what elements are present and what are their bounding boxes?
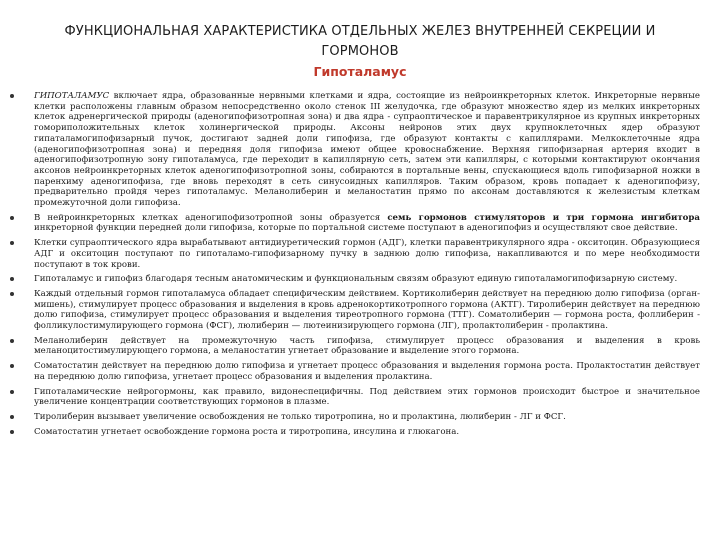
bullet-icon [10,430,14,434]
term-hypothalamus: ГИПОТАЛАМУС [34,91,110,101]
item-text: включает ядра, образованные нервными клетками и ядра, состоящие из нейроинкреторных клеток. Инкреторные нервные клетки расположены главным образом непосредственно около стенок III желудочка, где образуют множество ядер из мелких инкреторных клеток адренергической природы (аденогипофизотропная зона) и два ядра - супраоптическое и паравентрикулярное из крупных инкреторных гомориположительных клеток холинергической природы. Аксоны нейронов этих двух крупноклеточных ядер образуют гипаталамогипофизарный пучок, достигают задней доли гипофиза, где образуют контакты с капиллярами. Мелкоклеточные ядра (аденогипофизотропная зона) и передняя доля гипофиза имеют общее кровоснабжение. Верхняя гипофизарная артерия входит в аденогипофизотропную зону гипоталамуса, где переходит в капиллярную сеть, затем эти капилляры, с которыми контактируют окончания аксонов нейроинкреторных клеток аденогипофизотропной зоны, собираются в портальные вены, спускающиеся вдоль гипофизарной ножки в паренхиму аденогипофиза, где вновь переходят в сеть синусоидных капилляров. Таким образом, кровь попадает к аденогипофизу, предварительно пройдя через гипоталамус. Меланолиберин и меланостатин прямо по аксонам доставляются к железистым клеткам промежуточной доли гипофиза. [34,91,700,209]
list-item [10,91,700,209]
bullet-icon [10,339,14,343]
item-text-pre: В нейроинкреторных клетках аденогипофизотропной зоны образуется [34,212,388,223]
list-item [10,387,700,408]
list-item [10,213,700,234]
section-subtitle: Гипоталамус [313,64,407,79]
list-item [10,427,700,438]
bullet-icon [10,390,14,394]
list-item [10,361,700,382]
item-text: Тиролиберин вызывает увеличение освобождения не только тиротропина, но и пролактина, люлиберин - ЛГ и ФСГ. [34,411,566,422]
item-text: Клетки супраоптического ядра вырабатывают антидиуретический гормон (АДГ), клетки паравентрикулярного ядра - окситоцин. Образующиеся АДГ и окситоцин поступают по гипоталамо-гипофизарному пучку в заднюю долю гипофиза, накапливаются и по мере необходимости поступают в ток крови. [34,238,700,270]
list-item [10,336,700,357]
list-item [10,274,700,285]
item-text-post: инкреторной функции передней доли гипофиза, которые по портальной системе поступают в аденогипофиз и осуществляют свое действие. [34,223,678,234]
bullet-icon [10,216,14,220]
bullet-icon [10,94,14,98]
bullet-icon [10,277,14,281]
bullet-icon [10,364,14,368]
bullet-icon [10,241,14,245]
item-text: Соматостатин угнетает освобождение гормона роста и тиротропина, инсулина и глюкагона. [34,426,460,437]
item-text: Каждый отдельный гормон гипоталамуса обладает специфическим действием. Кортиколиберин действует на переднюю долю гипофиза (орган-мишень), стимулирует процесс образования и выделения в кровь адренокортикотропного гормона (АКТГ). Тиролиберин действует на переднюю долю гипофиза, стимулирует процесс образования и выделения тиреотропного гормона (ТТГ). Соматолиберин — гормона роста, фоллиберин - фолликулостимулирующего гормона (ФСГ), люлиберин — лютеинизирующего гормона (ЛГ), пролактолиберин - пролактина. [34,288,700,332]
page-title: ФУНКЦИОНАЛЬНАЯ ХАРАКТЕРИСТИКА ОТДЕЛЬНЫХ ЖЕЛЕЗ ВНУТРЕННЕЙ СЕКРЕЦИИ И ГОРМОНОВ [64,24,656,59]
item-text: Меланолиберин действует на промежуточную часть гипофиза, стимулирует процесс образования и выделения в кровь меланоцитостимулирующего гормона, а меланостатин угнетает образование и выделение этого гормона. [34,335,700,357]
bullet-icon [10,292,14,296]
bullet-list [10,91,700,441]
list-item [10,289,700,332]
bullet-icon [10,415,14,419]
item-text: Соматостатин действует на переднюю долю гипофиза и угнетает процесс образования и выделения гормона роста. Пролактостатин действует на переднюю долю гипофиза, угнетает процесс образования и выделения пролактина. [34,361,700,382]
list-item [10,238,700,270]
item-text: Гипоталамические нейрогормоны, как правило, видонеспецифичны. Под действием этих гормонов происходит быстрое и значительное увеличение концентрации соответствующих гормонов в плазме. [34,386,700,408]
item-text: Гипоталамус и гипофиз благодаря тесным анатомическим и функциональным связям образуют единую гипоталамогипофизарную систему. [34,274,678,285]
list-item [10,412,700,423]
item-text-bold: семь гормонов стимуляторов и три гормона ингибитора [387,212,700,223]
